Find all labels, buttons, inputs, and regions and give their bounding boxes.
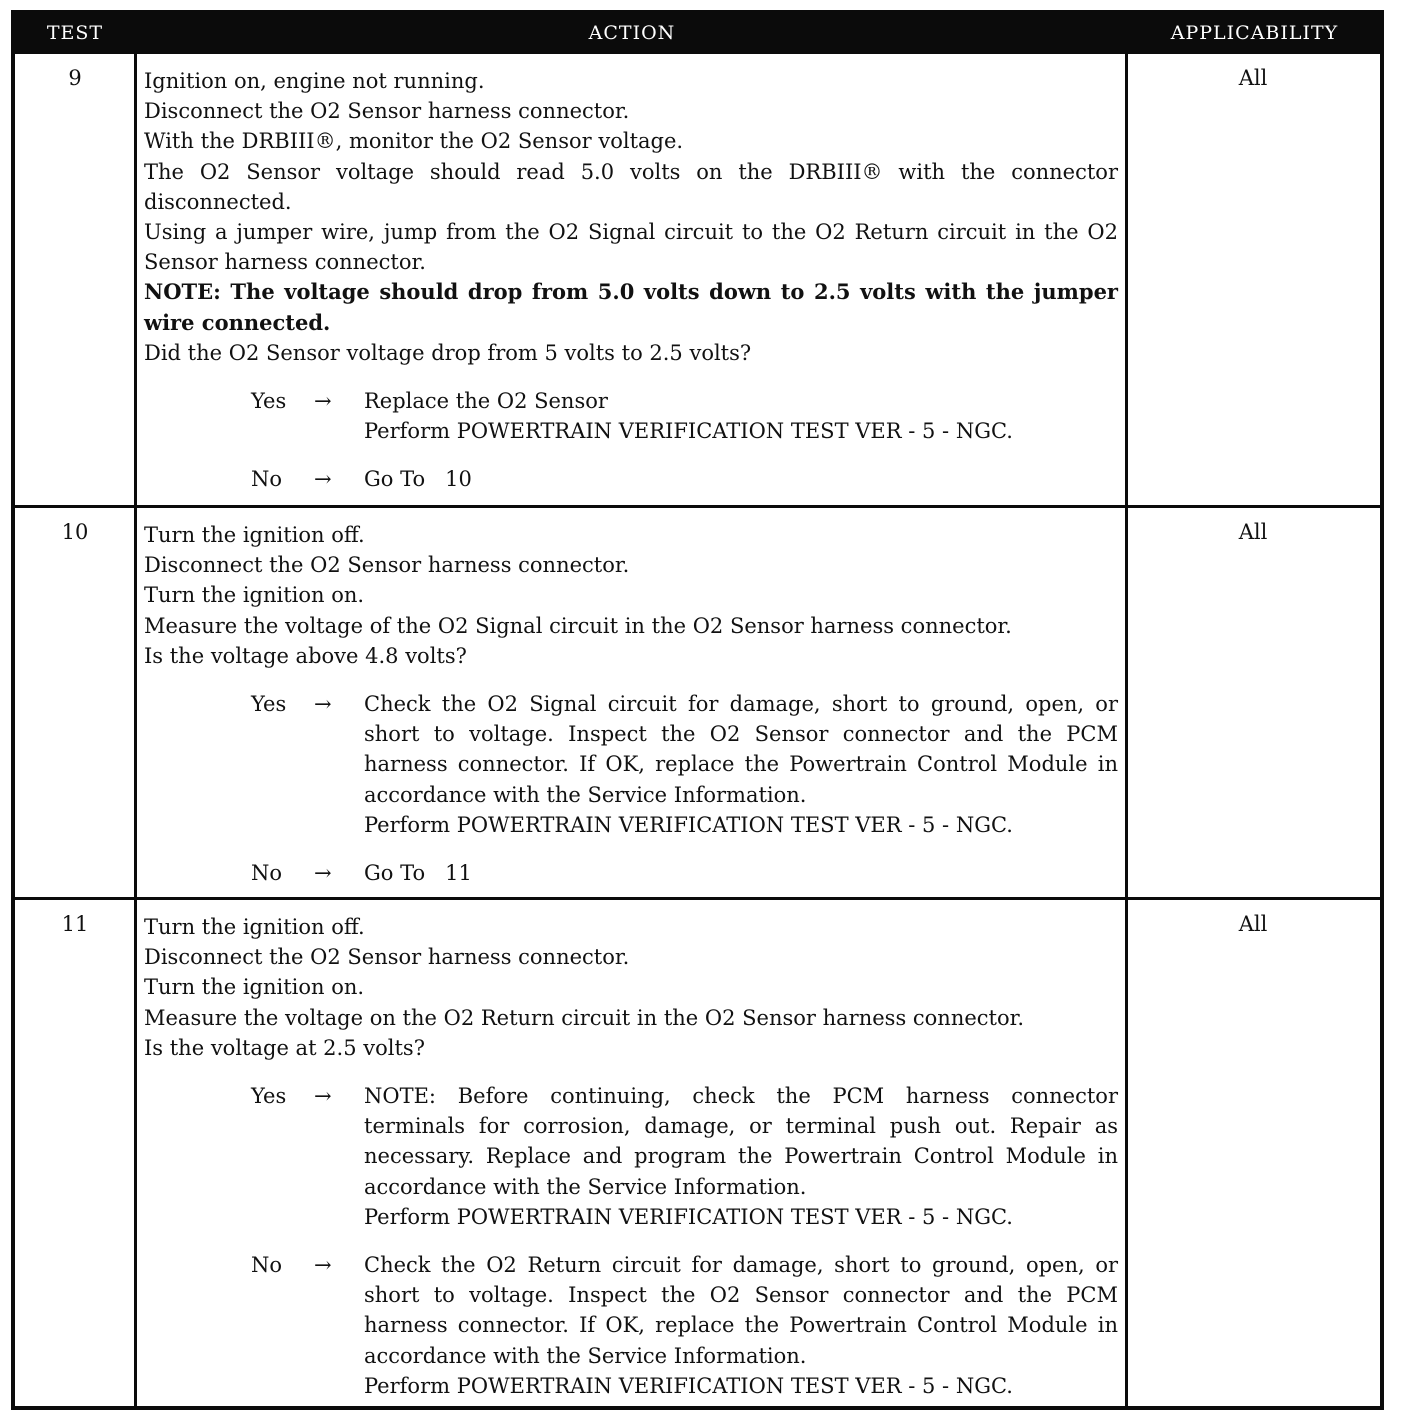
step-text: Measure the voltage on the O2 Return circuit in the O2 Sensor harness connector. (144, 1005, 1025, 1030)
test-number: 9 (68, 66, 82, 90)
question-text: Is the voltage above 4.8 volts? (144, 643, 467, 668)
perform-text: Perform POWERTRAIN VERIFICATION TEST VER - 5 - NGC. (364, 419, 1013, 444)
right-arrow-icon: → (314, 389, 332, 414)
yes-label: Yes (251, 692, 287, 717)
question-text: Is the voltage at 2.5 volts? (144, 1035, 425, 1060)
step-text: Disconnect the O2 Sensor harness connector. (144, 945, 630, 970)
no-label: No (251, 1253, 283, 1278)
no-result: Check the O2 Return circuit for damage, short to ground, open, or short to voltage. Inspect the O2 Sensor connector and the PCM harness connector. If OK, replace the Powertrain Control Module in accordance with the Service Information. (364, 1253, 1118, 1368)
perform-text: Perform POWERTRAIN VERIFICATION TEST VER - 5 - NGC. (364, 812, 1013, 837)
step-text: Disconnect the O2 Sensor harness connector. (144, 553, 630, 578)
test-row-10 (15, 508, 1380, 900)
step-text: With the DRBIII®, monitor the O2 Sensor voltage. (144, 129, 684, 154)
step-text: The O2 Sensor voltage should read 5.0 volts on the DRBIII® with the connector disconnected. (144, 159, 1118, 214)
no-result: Go To 10 (364, 467, 472, 492)
test-row-11 (15, 900, 1380, 1406)
step-text: Turn the ignition on. (144, 583, 365, 608)
step-text: Disconnect the O2 Sensor harness connector. (144, 99, 630, 124)
step-text: Ignition on, engine not running. (144, 69, 485, 93)
perform-text: Perform POWERTRAIN VERIFICATION TEST VER - 5 - NGC. (364, 1204, 1013, 1229)
applicability-cell: All (1238, 66, 1268, 90)
action-cell (144, 520, 1118, 888)
step-text: Measure the voltage of the O2 Signal circuit in the O2 Sensor harness connector. (144, 613, 1012, 638)
yes-branch (144, 689, 1118, 840)
test-number: 10 (61, 520, 89, 544)
no-label: No (251, 467, 283, 492)
header-test: TEST (46, 22, 104, 44)
step-text: Using a jumper wire, jump from the O2 Signal circuit to the O2 Return circuit in the O2 Sensor harness connector. (144, 220, 1118, 275)
step-text: Turn the ignition off. (144, 915, 365, 939)
yes-branch (144, 1081, 1118, 1232)
diagnostic-test-table (11, 10, 1384, 1410)
test-number: 11 (61, 912, 89, 936)
yes-label: Yes (251, 389, 287, 414)
right-arrow-icon: → (314, 1084, 332, 1109)
yes-result: Check the O2 Signal circuit for damage, short to ground, open, or short to voltage. Inspect the O2 Sensor connector and the PCM harness connector. If OK, replace the Powertrain Control Module in accordance with the Service Information. (364, 692, 1118, 807)
right-arrow-icon: → (314, 692, 332, 717)
test-row-9 (15, 54, 1380, 508)
question-text: Did the O2 Sensor voltage drop from 5 volts to 2.5 volts? (144, 340, 752, 365)
yes-result: Replace the O2 Sensor (364, 389, 608, 414)
no-branch (144, 858, 1118, 888)
yes-result: NOTE: Before continuing, check the PCM harness connector terminals for corrosion, damage, or terminal push out. Repair as necessary. Replace and program the Powertrain Control Module in accordance with the Service Information. (364, 1084, 1118, 1199)
action-cell (144, 66, 1118, 495)
perform-text: Perform POWERTRAIN VERIFICATION TEST VER - 5 - NGC. (364, 1373, 1013, 1398)
no-label: No (251, 861, 283, 886)
applicability-cell: All (1238, 912, 1268, 936)
yes-branch (144, 386, 1118, 446)
no-branch (144, 1250, 1118, 1401)
right-arrow-icon: → (314, 861, 332, 886)
no-branch (144, 464, 1118, 494)
yes-label: Yes (251, 1084, 287, 1109)
table-header (15, 14, 1380, 54)
no-result: Go To 11 (364, 861, 472, 886)
step-text: Turn the ignition off. (144, 523, 365, 547)
action-cell (144, 912, 1118, 1401)
note-text: NOTE: The voltage should drop from 5.0 volts down to 2.5 volts with the jumper wire connected. (144, 279, 1118, 335)
right-arrow-icon: → (314, 467, 332, 492)
header-action: ACTION (588, 22, 676, 44)
right-arrow-icon: → (314, 1253, 332, 1278)
header-applicability: APPLICABILITY (1170, 22, 1339, 44)
applicability-cell: All (1238, 520, 1268, 544)
step-text: Turn the ignition on. (144, 975, 365, 1000)
